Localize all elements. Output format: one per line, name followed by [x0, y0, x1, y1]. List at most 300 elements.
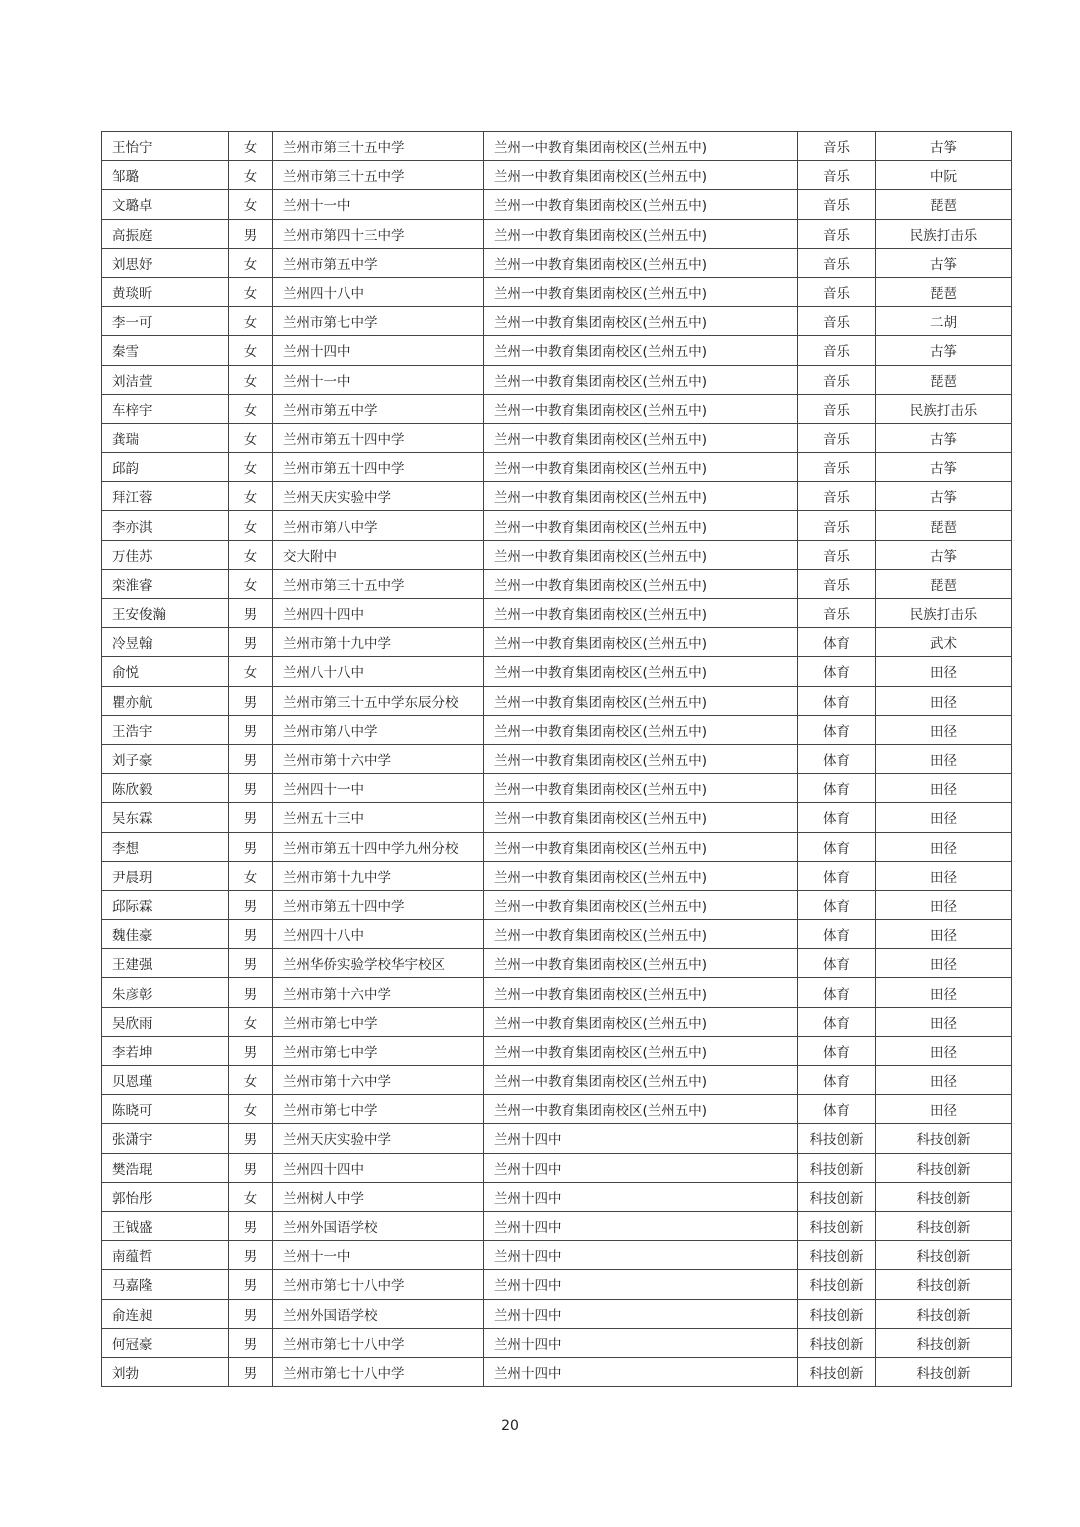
student-name-cell: 邹璐 — [102, 161, 229, 190]
category-cell: 音乐 — [798, 248, 876, 277]
admitted-school-cell: 兰州一中教育集团南校区(兰州五中) — [484, 890, 798, 919]
origin-school-cell: 兰州树人中学 — [273, 1182, 484, 1211]
specialty-cell: 琵琶 — [876, 277, 1012, 306]
origin-school-cell: 兰州市第七十八中学 — [273, 1357, 484, 1386]
category-cell: 音乐 — [798, 190, 876, 219]
table-row — [102, 219, 1012, 248]
student-name-cell: 陈欣毅 — [102, 774, 229, 803]
admitted-school-cell: 兰州一中教育集团南校区(兰州五中) — [484, 832, 798, 861]
table-row — [102, 132, 1012, 161]
origin-school-cell: 兰州市第十六中学 — [273, 978, 484, 1007]
student-name-cell: 王怡宁 — [102, 132, 229, 161]
admitted-school-cell: 兰州十四中 — [484, 1182, 798, 1211]
table-row — [102, 890, 1012, 919]
student-name-cell: 俞悦 — [102, 657, 229, 686]
origin-school-cell: 兰州市第十六中学 — [273, 744, 484, 773]
admitted-school-cell: 兰州一中教育集团南校区(兰州五中) — [484, 744, 798, 773]
origin-school-cell: 兰州市第五中学 — [273, 394, 484, 423]
origin-school-cell: 兰州四十八中 — [273, 277, 484, 306]
student-name-cell: 贝恩瑾 — [102, 1066, 229, 1095]
category-cell: 体育 — [798, 949, 876, 978]
admitted-school-cell: 兰州一中教育集团南校区(兰州五中) — [484, 920, 798, 949]
specialty-cell: 田径 — [876, 920, 1012, 949]
admitted-school-cell: 兰州一中教育集团南校区(兰州五中) — [484, 423, 798, 452]
category-cell: 体育 — [798, 686, 876, 715]
gender-cell: 女 — [229, 277, 273, 306]
category-cell: 音乐 — [798, 219, 876, 248]
origin-school-cell: 兰州十一中 — [273, 190, 484, 219]
student-name-cell: 秦雪 — [102, 336, 229, 365]
table-row — [102, 277, 1012, 306]
origin-school-cell: 兰州市第三十五中学 — [273, 161, 484, 190]
table-row — [102, 1007, 1012, 1036]
table-row — [102, 394, 1012, 423]
admitted-school-cell: 兰州一中教育集团南校区(兰州五中) — [484, 628, 798, 657]
table-row — [102, 1095, 1012, 1124]
student-name-cell: 高振庭 — [102, 219, 229, 248]
admitted-school-cell: 兰州一中教育集团南校区(兰州五中) — [484, 161, 798, 190]
category-cell: 音乐 — [798, 161, 876, 190]
table-row — [102, 190, 1012, 219]
table-row — [102, 569, 1012, 598]
admitted-school-cell: 兰州一中教育集团南校区(兰州五中) — [484, 511, 798, 540]
student-name-cell: 李亦淇 — [102, 511, 229, 540]
student-name-cell: 瞿亦航 — [102, 686, 229, 715]
table-row — [102, 1299, 1012, 1328]
table-row — [102, 744, 1012, 773]
specialty-cell: 田径 — [876, 657, 1012, 686]
category-cell: 体育 — [798, 1095, 876, 1124]
table-row — [102, 628, 1012, 657]
gender-cell: 男 — [229, 1124, 273, 1153]
table-row — [102, 482, 1012, 511]
specialty-cell: 田径 — [876, 715, 1012, 744]
gender-cell: 男 — [229, 774, 273, 803]
admitted-school-cell: 兰州一中教育集团南校区(兰州五中) — [484, 336, 798, 365]
category-cell: 科技创新 — [798, 1270, 876, 1299]
table-row — [102, 453, 1012, 482]
gender-cell: 男 — [229, 978, 273, 1007]
gender-cell: 男 — [229, 1241, 273, 1270]
specialty-cell: 琵琶 — [876, 511, 1012, 540]
gender-cell: 男 — [229, 1270, 273, 1299]
origin-school-cell: 兰州市第四十三中学 — [273, 219, 484, 248]
origin-school-cell: 兰州市第七中学 — [273, 1007, 484, 1036]
admitted-school-cell: 兰州十四中 — [484, 1270, 798, 1299]
gender-cell: 男 — [229, 219, 273, 248]
admitted-school-cell: 兰州十四中 — [484, 1153, 798, 1182]
table-row — [102, 832, 1012, 861]
student-name-cell: 邱韵 — [102, 453, 229, 482]
table-row — [102, 1328, 1012, 1357]
category-cell: 科技创新 — [798, 1182, 876, 1211]
origin-school-cell: 兰州五十三中 — [273, 803, 484, 832]
gender-cell: 女 — [229, 1066, 273, 1095]
origin-school-cell: 兰州四十一中 — [273, 774, 484, 803]
origin-school-cell: 兰州市第三十五中学东辰分校 — [273, 686, 484, 715]
specialty-cell: 科技创新 — [876, 1270, 1012, 1299]
student-name-cell: 刘勃 — [102, 1357, 229, 1386]
table-row — [102, 161, 1012, 190]
gender-cell: 男 — [229, 1211, 273, 1240]
table-row — [102, 248, 1012, 277]
gender-cell: 女 — [229, 365, 273, 394]
table-row — [102, 1124, 1012, 1153]
specialty-cell: 科技创新 — [876, 1153, 1012, 1182]
gender-cell: 女 — [229, 511, 273, 540]
admitted-school-cell: 兰州十四中 — [484, 1357, 798, 1386]
specialty-cell: 民族打击乐 — [876, 394, 1012, 423]
admitted-school-cell: 兰州一中教育集团南校区(兰州五中) — [484, 569, 798, 598]
student-name-cell: 魏佳豪 — [102, 920, 229, 949]
gender-cell: 女 — [229, 482, 273, 511]
student-name-cell: 李若坤 — [102, 1036, 229, 1065]
origin-school-cell: 兰州市第七十八中学 — [273, 1328, 484, 1357]
student-name-cell: 龚瑞 — [102, 423, 229, 452]
admitted-school-cell: 兰州一中教育集团南校区(兰州五中) — [484, 248, 798, 277]
category-cell: 音乐 — [798, 599, 876, 628]
origin-school-cell: 兰州天庆实验中学 — [273, 1124, 484, 1153]
admitted-school-cell: 兰州一中教育集团南校区(兰州五中) — [484, 277, 798, 306]
specialty-cell: 田径 — [876, 1066, 1012, 1095]
category-cell: 科技创新 — [798, 1241, 876, 1270]
gender-cell: 女 — [229, 161, 273, 190]
table-row — [102, 1270, 1012, 1299]
student-name-cell: 王钺盛 — [102, 1211, 229, 1240]
gender-cell: 男 — [229, 1299, 273, 1328]
origin-school-cell: 兰州市第七中学 — [273, 1095, 484, 1124]
gender-cell: 女 — [229, 248, 273, 277]
category-cell: 体育 — [798, 978, 876, 1007]
specialty-cell: 田径 — [876, 686, 1012, 715]
gender-cell: 男 — [229, 1153, 273, 1182]
student-name-cell: 王安俊瀚 — [102, 599, 229, 628]
origin-school-cell: 交大附中 — [273, 540, 484, 569]
gender-cell: 男 — [229, 1036, 273, 1065]
table-row — [102, 336, 1012, 365]
origin-school-cell: 兰州四十四中 — [273, 1153, 484, 1182]
specialty-cell: 科技创新 — [876, 1241, 1012, 1270]
table-row — [102, 949, 1012, 978]
specialty-cell: 田径 — [876, 744, 1012, 773]
origin-school-cell: 兰州华侨实验学校华宇校区 — [273, 949, 484, 978]
specialty-cell: 二胡 — [876, 307, 1012, 336]
origin-school-cell: 兰州八十八中 — [273, 657, 484, 686]
specialty-cell: 科技创新 — [876, 1182, 1012, 1211]
origin-school-cell: 兰州市第七中学 — [273, 307, 484, 336]
admitted-school-cell: 兰州一中教育集团南校区(兰州五中) — [484, 861, 798, 890]
origin-school-cell: 兰州十四中 — [273, 336, 484, 365]
category-cell: 体育 — [798, 715, 876, 744]
category-cell: 音乐 — [798, 277, 876, 306]
gender-cell: 男 — [229, 949, 273, 978]
category-cell: 体育 — [798, 657, 876, 686]
origin-school-cell: 兰州天庆实验中学 — [273, 482, 484, 511]
category-cell: 体育 — [798, 890, 876, 919]
specialty-cell: 田径 — [876, 861, 1012, 890]
table-row — [102, 307, 1012, 336]
student-name-cell: 邱际霖 — [102, 890, 229, 919]
origin-school-cell: 兰州市第十九中学 — [273, 628, 484, 657]
student-name-cell: 朱彦彰 — [102, 978, 229, 1007]
specialty-cell: 琵琶 — [876, 569, 1012, 598]
origin-school-cell: 兰州市第三十五中学 — [273, 569, 484, 598]
table-row — [102, 803, 1012, 832]
student-name-cell: 王浩宇 — [102, 715, 229, 744]
gender-cell: 女 — [229, 1007, 273, 1036]
student-name-cell: 吴东霖 — [102, 803, 229, 832]
table-row — [102, 1241, 1012, 1270]
gender-cell: 男 — [229, 890, 273, 919]
specialty-cell: 琵琶 — [876, 365, 1012, 394]
table-row — [102, 1357, 1012, 1386]
origin-school-cell: 兰州市第七中学 — [273, 1036, 484, 1065]
origin-school-cell: 兰州市第十九中学 — [273, 861, 484, 890]
table-row — [102, 365, 1012, 394]
specialty-cell: 田径 — [876, 978, 1012, 1007]
admitted-school-cell: 兰州一中教育集团南校区(兰州五中) — [484, 1036, 798, 1065]
student-name-cell: 马嘉隆 — [102, 1270, 229, 1299]
student-name-cell: 刘洁萱 — [102, 365, 229, 394]
origin-school-cell: 兰州市第十六中学 — [273, 1066, 484, 1095]
origin-school-cell: 兰州市第五十四中学 — [273, 890, 484, 919]
category-cell: 体育 — [798, 1036, 876, 1065]
gender-cell: 女 — [229, 540, 273, 569]
admitted-school-cell: 兰州十四中 — [484, 1124, 798, 1153]
category-cell: 体育 — [798, 920, 876, 949]
student-name-cell: 陈晓可 — [102, 1095, 229, 1124]
gender-cell: 男 — [229, 920, 273, 949]
admitted-school-cell: 兰州一中教育集团南校区(兰州五中) — [484, 540, 798, 569]
specialty-cell: 琵琶 — [876, 190, 1012, 219]
category-cell: 音乐 — [798, 482, 876, 511]
student-name-cell: 南蕴哲 — [102, 1241, 229, 1270]
category-cell: 音乐 — [798, 453, 876, 482]
specialty-cell: 田径 — [876, 803, 1012, 832]
student-name-cell: 刘思妤 — [102, 248, 229, 277]
category-cell: 音乐 — [798, 540, 876, 569]
specialty-cell: 科技创新 — [876, 1299, 1012, 1328]
specialty-cell: 武术 — [876, 628, 1012, 657]
gender-cell: 女 — [229, 1182, 273, 1211]
category-cell: 音乐 — [798, 569, 876, 598]
category-cell: 体育 — [798, 1066, 876, 1095]
specialty-cell: 科技创新 — [876, 1357, 1012, 1386]
specialty-cell: 民族打击乐 — [876, 599, 1012, 628]
category-cell: 音乐 — [798, 336, 876, 365]
category-cell: 科技创新 — [798, 1328, 876, 1357]
category-cell: 科技创新 — [798, 1299, 876, 1328]
table-row — [102, 715, 1012, 744]
student-name-cell: 樊浩琨 — [102, 1153, 229, 1182]
category-cell: 科技创新 — [798, 1124, 876, 1153]
admitted-school-cell: 兰州一中教育集团南校区(兰州五中) — [484, 394, 798, 423]
origin-school-cell: 兰州市第八中学 — [273, 715, 484, 744]
student-name-cell: 王建强 — [102, 949, 229, 978]
table-row — [102, 1066, 1012, 1095]
specialty-cell: 田径 — [876, 1036, 1012, 1065]
admitted-school-cell: 兰州十四中 — [484, 1299, 798, 1328]
category-cell: 体育 — [798, 861, 876, 890]
origin-school-cell: 兰州四十四中 — [273, 599, 484, 628]
student-name-cell: 拜江蓉 — [102, 482, 229, 511]
gender-cell: 女 — [229, 453, 273, 482]
category-cell: 体育 — [798, 744, 876, 773]
category-cell: 音乐 — [798, 511, 876, 540]
specialty-cell: 科技创新 — [876, 1211, 1012, 1240]
specialty-cell: 田径 — [876, 832, 1012, 861]
admitted-school-cell: 兰州一中教育集团南校区(兰州五中) — [484, 132, 798, 161]
student-name-cell: 刘子豪 — [102, 744, 229, 773]
page-number: 20 — [501, 1418, 519, 1434]
student-name-cell: 俞连昶 — [102, 1299, 229, 1328]
admitted-school-cell: 兰州一中教育集团南校区(兰州五中) — [484, 1066, 798, 1095]
specialty-cell: 古筝 — [876, 453, 1012, 482]
specialty-cell: 田径 — [876, 774, 1012, 803]
admitted-school-cell: 兰州一中教育集团南校区(兰州五中) — [484, 774, 798, 803]
table-row — [102, 774, 1012, 803]
admitted-school-cell: 兰州一中教育集团南校区(兰州五中) — [484, 482, 798, 511]
table-row — [102, 423, 1012, 452]
student-name-cell: 张潇宇 — [102, 1124, 229, 1153]
admitted-school-cell: 兰州一中教育集团南校区(兰州五中) — [484, 1007, 798, 1036]
gender-cell: 女 — [229, 657, 273, 686]
category-cell: 科技创新 — [798, 1211, 876, 1240]
admitted-school-cell: 兰州一中教育集团南校区(兰州五中) — [484, 657, 798, 686]
gender-cell: 女 — [229, 569, 273, 598]
student-name-cell: 郭怡彤 — [102, 1182, 229, 1211]
specialty-cell: 古筝 — [876, 132, 1012, 161]
student-name-cell: 何冠豪 — [102, 1328, 229, 1357]
table-row — [102, 511, 1012, 540]
category-cell: 音乐 — [798, 394, 876, 423]
admitted-school-cell: 兰州一中教育集团南校区(兰州五中) — [484, 453, 798, 482]
specialty-cell: 田径 — [876, 1007, 1012, 1036]
table-row — [102, 1211, 1012, 1240]
table-row — [102, 540, 1012, 569]
origin-school-cell: 兰州市第七十八中学 — [273, 1270, 484, 1299]
gender-cell: 女 — [229, 394, 273, 423]
gender-cell: 女 — [229, 423, 273, 452]
table-row — [102, 686, 1012, 715]
student-name-cell: 冷昱翰 — [102, 628, 229, 657]
admitted-school-cell: 兰州一中教育集团南校区(兰州五中) — [484, 949, 798, 978]
specialty-cell: 田径 — [876, 949, 1012, 978]
gender-cell: 女 — [229, 1095, 273, 1124]
category-cell: 音乐 — [798, 365, 876, 394]
origin-school-cell: 兰州外国语学校 — [273, 1299, 484, 1328]
gender-cell: 男 — [229, 628, 273, 657]
admitted-school-cell: 兰州一中教育集团南校区(兰州五中) — [484, 307, 798, 336]
gender-cell: 男 — [229, 686, 273, 715]
gender-cell: 女 — [229, 861, 273, 890]
student-name-cell: 尹晨玥 — [102, 861, 229, 890]
table-row — [102, 1036, 1012, 1065]
specialty-cell: 田径 — [876, 890, 1012, 919]
admitted-school-cell: 兰州一中教育集团南校区(兰州五中) — [484, 978, 798, 1007]
gender-cell: 男 — [229, 832, 273, 861]
student-table — [101, 131, 1012, 1387]
admitted-school-cell: 兰州一中教育集团南校区(兰州五中) — [484, 1095, 798, 1124]
student-name-cell: 车梓宇 — [102, 394, 229, 423]
specialty-cell: 古筝 — [876, 336, 1012, 365]
gender-cell: 男 — [229, 715, 273, 744]
specialty-cell: 古筝 — [876, 482, 1012, 511]
table-row — [102, 1182, 1012, 1211]
student-name-cell: 文璐卓 — [102, 190, 229, 219]
student-name-cell: 李一可 — [102, 307, 229, 336]
specialty-cell: 科技创新 — [876, 1328, 1012, 1357]
admitted-school-cell: 兰州一中教育集团南校区(兰州五中) — [484, 219, 798, 248]
admitted-school-cell: 兰州一中教育集团南校区(兰州五中) — [484, 803, 798, 832]
gender-cell: 男 — [229, 744, 273, 773]
category-cell: 体育 — [798, 803, 876, 832]
category-cell: 体育 — [798, 1007, 876, 1036]
gender-cell: 女 — [229, 132, 273, 161]
student-name-cell: 栾淮睿 — [102, 569, 229, 598]
table-row — [102, 978, 1012, 1007]
category-cell: 音乐 — [798, 307, 876, 336]
origin-school-cell: 兰州十一中 — [273, 365, 484, 394]
category-cell: 体育 — [798, 628, 876, 657]
admitted-school-cell: 兰州一中教育集团南校区(兰州五中) — [484, 190, 798, 219]
admitted-school-cell: 兰州一中教育集团南校区(兰州五中) — [484, 686, 798, 715]
category-cell: 科技创新 — [798, 1357, 876, 1386]
origin-school-cell: 兰州市第八中学 — [273, 511, 484, 540]
category-cell: 科技创新 — [798, 1153, 876, 1182]
gender-cell: 男 — [229, 1328, 273, 1357]
table-row — [102, 920, 1012, 949]
category-cell: 音乐 — [798, 132, 876, 161]
table-row — [102, 599, 1012, 628]
student-name-cell: 黄琰昕 — [102, 277, 229, 306]
origin-school-cell: 兰州四十八中 — [273, 920, 484, 949]
admitted-school-cell: 兰州十四中 — [484, 1211, 798, 1240]
admitted-school-cell: 兰州一中教育集团南校区(兰州五中) — [484, 365, 798, 394]
student-name-cell: 万佳苏 — [102, 540, 229, 569]
specialty-cell: 古筝 — [876, 423, 1012, 452]
admitted-school-cell: 兰州一中教育集团南校区(兰州五中) — [484, 715, 798, 744]
admitted-school-cell: 兰州十四中 — [484, 1328, 798, 1357]
specialty-cell: 科技创新 — [876, 1124, 1012, 1153]
table-row — [102, 1153, 1012, 1182]
gender-cell: 男 — [229, 1357, 273, 1386]
gender-cell: 女 — [229, 307, 273, 336]
origin-school-cell: 兰州市第三十五中学 — [273, 132, 484, 161]
admitted-school-cell: 兰州一中教育集团南校区(兰州五中) — [484, 599, 798, 628]
origin-school-cell: 兰州市第五十四中学 — [273, 453, 484, 482]
category-cell: 音乐 — [798, 423, 876, 452]
origin-school-cell: 兰州十一中 — [273, 1241, 484, 1270]
student-name-cell: 吴欣雨 — [102, 1007, 229, 1036]
table-row — [102, 657, 1012, 686]
origin-school-cell: 兰州市第五十四中学 — [273, 423, 484, 452]
origin-school-cell: 兰州市第五中学 — [273, 248, 484, 277]
category-cell: 体育 — [798, 832, 876, 861]
table-row — [102, 861, 1012, 890]
gender-cell: 女 — [229, 336, 273, 365]
specialty-cell: 中阮 — [876, 161, 1012, 190]
gender-cell: 男 — [229, 599, 273, 628]
specialty-cell: 古筝 — [876, 248, 1012, 277]
specialty-cell: 田径 — [876, 1095, 1012, 1124]
category-cell: 体育 — [798, 774, 876, 803]
origin-school-cell: 兰州市第五十四中学九州分校 — [273, 832, 484, 861]
student-name-cell: 李想 — [102, 832, 229, 861]
specialty-cell: 古筝 — [876, 540, 1012, 569]
admitted-school-cell: 兰州十四中 — [484, 1241, 798, 1270]
gender-cell: 女 — [229, 190, 273, 219]
